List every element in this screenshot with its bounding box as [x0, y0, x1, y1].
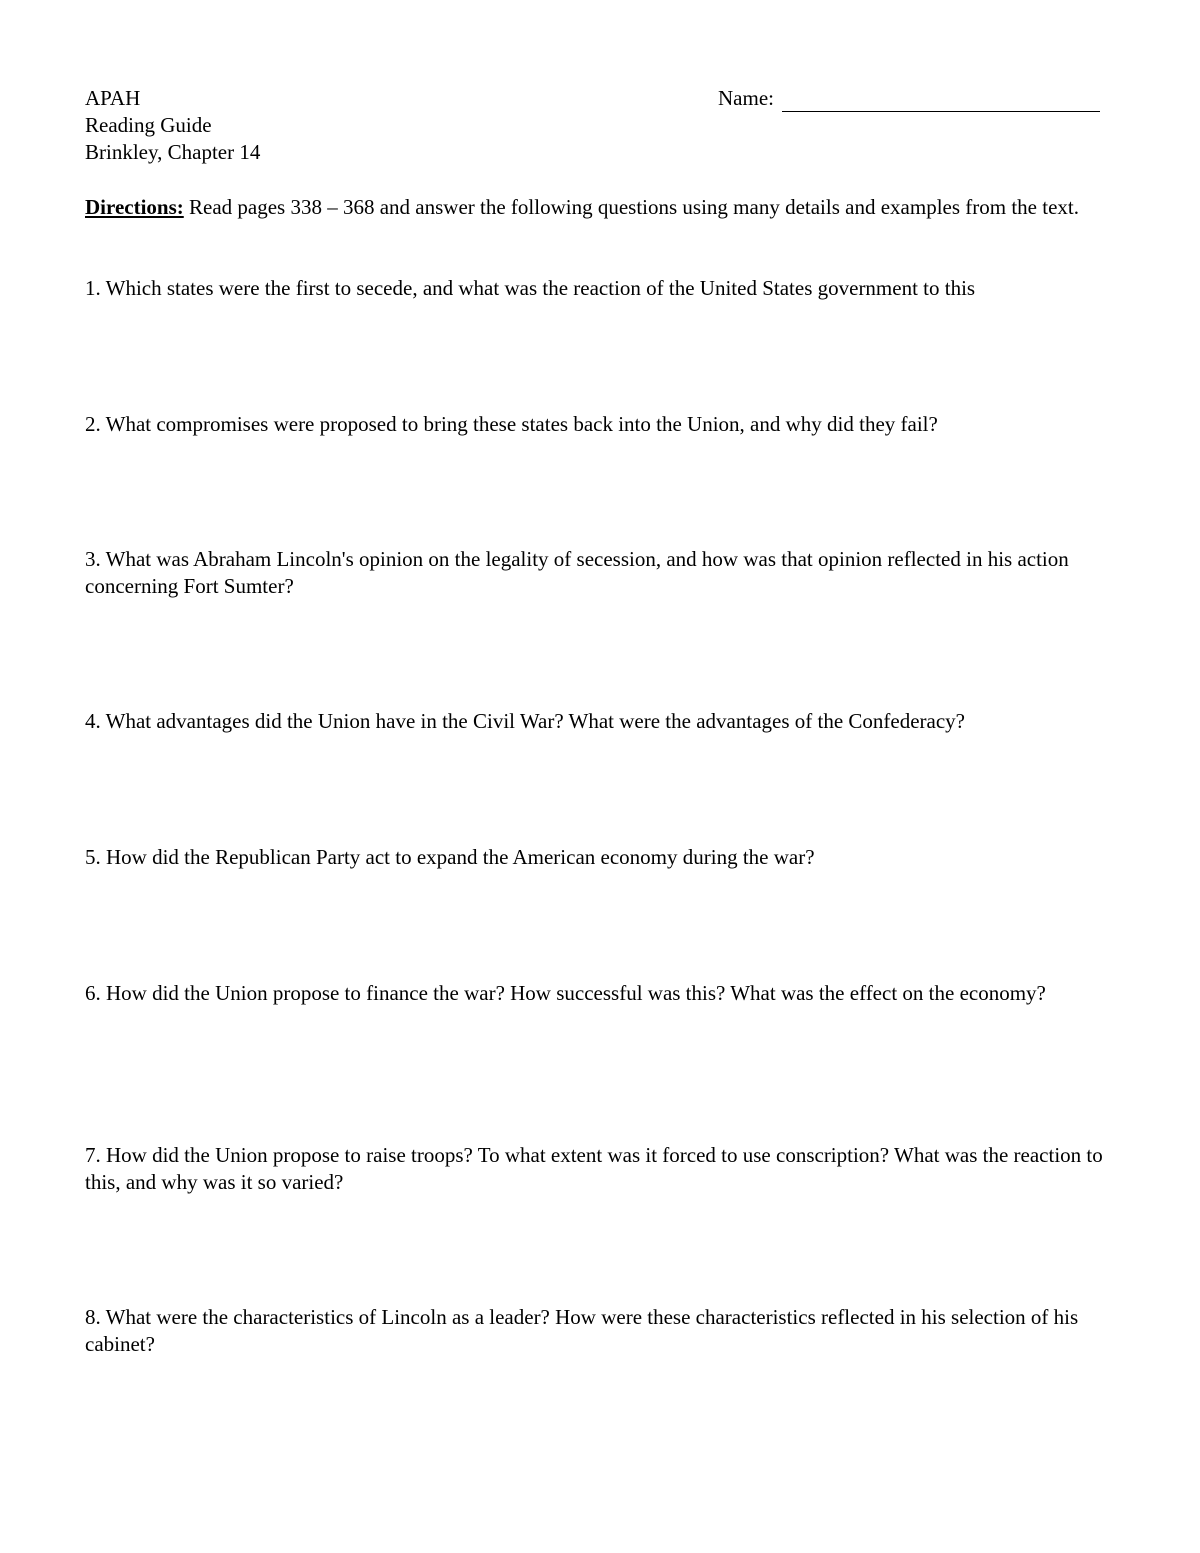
name-field	[718, 85, 1100, 112]
directions-text: Read pages 338 – 368 and answer the following questions using many details and examples from the text.	[183, 195, 1079, 219]
question-2: 2. What compromises were proposed to bring these states back into the Union, and why did they fail?	[85, 412, 938, 436]
directions-label: Directions:	[85, 195, 184, 219]
name-blank-line[interactable]	[782, 91, 1100, 112]
question-6: 6. How did the Union propose to finance the war? How successful was this? What was the effect on the economy?	[85, 981, 1046, 1005]
header-info	[85, 85, 260, 166]
question-3: 3. What was Abraham Lincoln's opinion on the legality of secession, and how was that opinion reflected in his action concerning Fort Sumter?	[85, 547, 1069, 598]
directions-paragraph	[85, 194, 1105, 221]
question-5: 5. How did the Republican Party act to expand the American economy during the war?	[85, 845, 815, 869]
course-name: APAH	[85, 86, 141, 110]
question-8: 8. What were the characteristics of Lincoln as a leader? How were these characteristics reflected in his selection of his cabinet?	[85, 1305, 1079, 1356]
guide-title: Reading Guide	[85, 113, 212, 137]
question-1: 1. Which states were the first to secede, and what was the reaction of the United States government to this	[85, 276, 976, 300]
chapter-title: Brinkley, Chapter 14	[85, 140, 261, 164]
name-label: Name:	[718, 86, 774, 110]
question-7: 7. How did the Union propose to raise troops? To what extent was it forced to use conscription? What was the reaction to this, and why was it so varied?	[85, 1143, 1103, 1194]
question-4: 4. What advantages did the Union have in the Civil War? What were the advantages of the Confederacy?	[85, 709, 966, 733]
